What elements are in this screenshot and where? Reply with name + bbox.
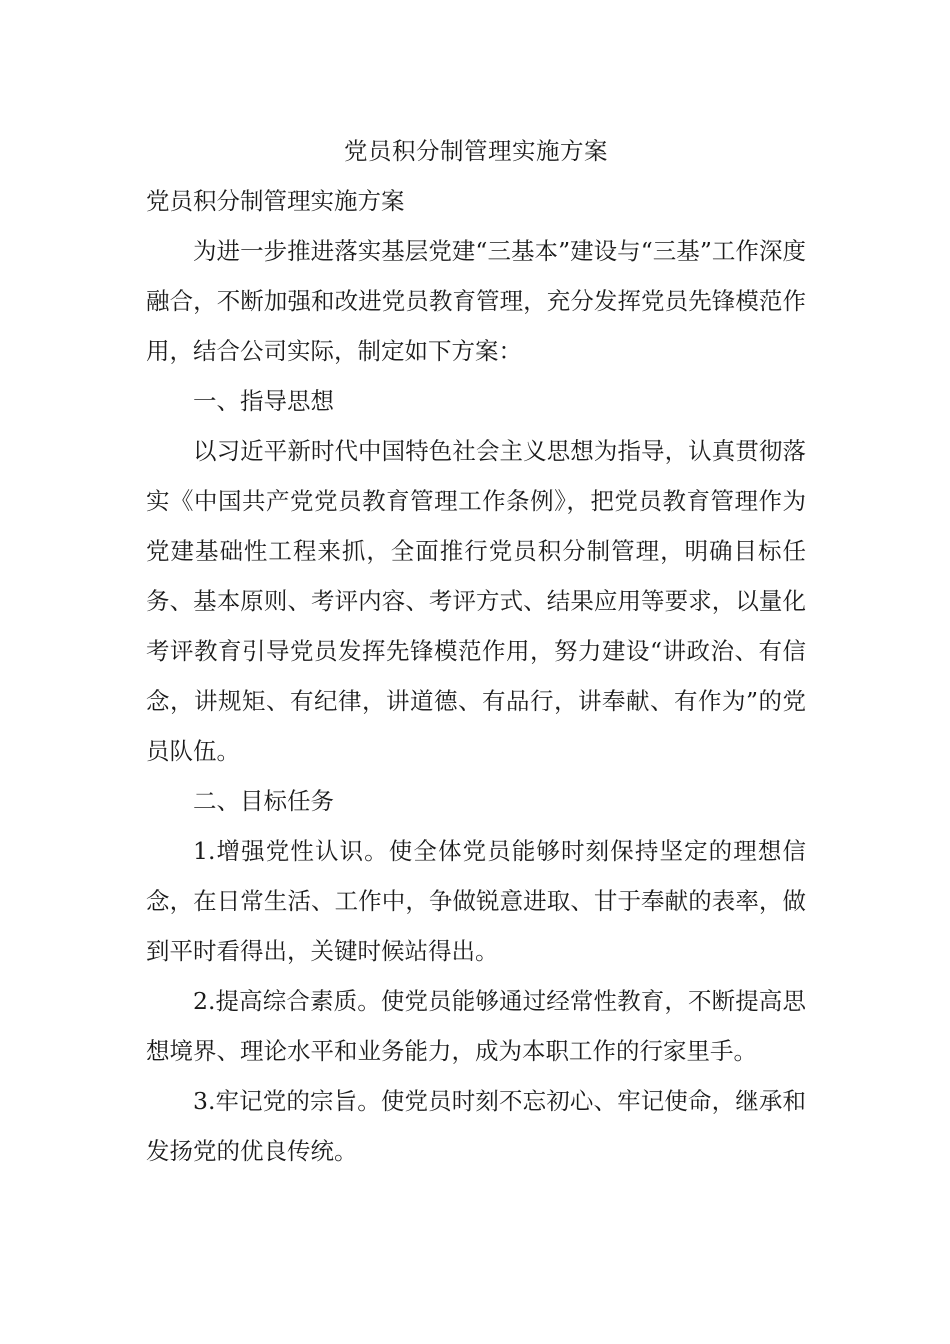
- section-2-item-3: 3.牢记党的宗旨。使党员时刻不忘初心、牢记使命，继承和发扬党的优良传统。: [146, 1087, 806, 1165]
- document-body: [146, 126, 806, 1176]
- section-1-heading: 一、指导思想: [193, 387, 334, 415]
- document-subtitle: 党员积分制管理实施方案: [146, 187, 405, 215]
- intro-paragraph: 为进一步推进落实基层党建“三基本”建设与“三基”工作深度融合，不断加强和改进党员教育管理，充分发挥党员先锋模范作用，结合公司实际，制定如下方案：: [146, 237, 806, 365]
- section-2-heading: 二、目标任务: [193, 787, 334, 815]
- document-title: 党员积分制管理实施方案: [344, 137, 608, 165]
- section-2-item-2: 2.提高综合素质。使党员能够通过经常性教育，不断提高思想境界、理论水平和业务能力，成为本职工作的行家里手。: [146, 987, 806, 1065]
- section-1-paragraph: 以习近平新时代中国特色社会主义思想为指导，认真贯彻落实《中国共产党党员教育管理工作条例》，把党员教育管理作为党建基础性工程来抓，全面推行党员积分制管理，明确目标任务、基本原则、考评内容、考评方式、结果应用等要求，以量化考评教育引导党员发挥先锋模范作用，努力建设“讲政治、有信念，讲规矩、有纪律，讲道德、有品行，讲奉献、有作为”的党员队伍。: [146, 437, 806, 765]
- section-2-item-1: 1.增强党性认识。使全体党员能够时刻保持坚定的理想信念，在日常生活、工作中，争做锐意进取、甘于奉献的表率，做到平时看得出，关键时候站得出。: [146, 837, 806, 965]
